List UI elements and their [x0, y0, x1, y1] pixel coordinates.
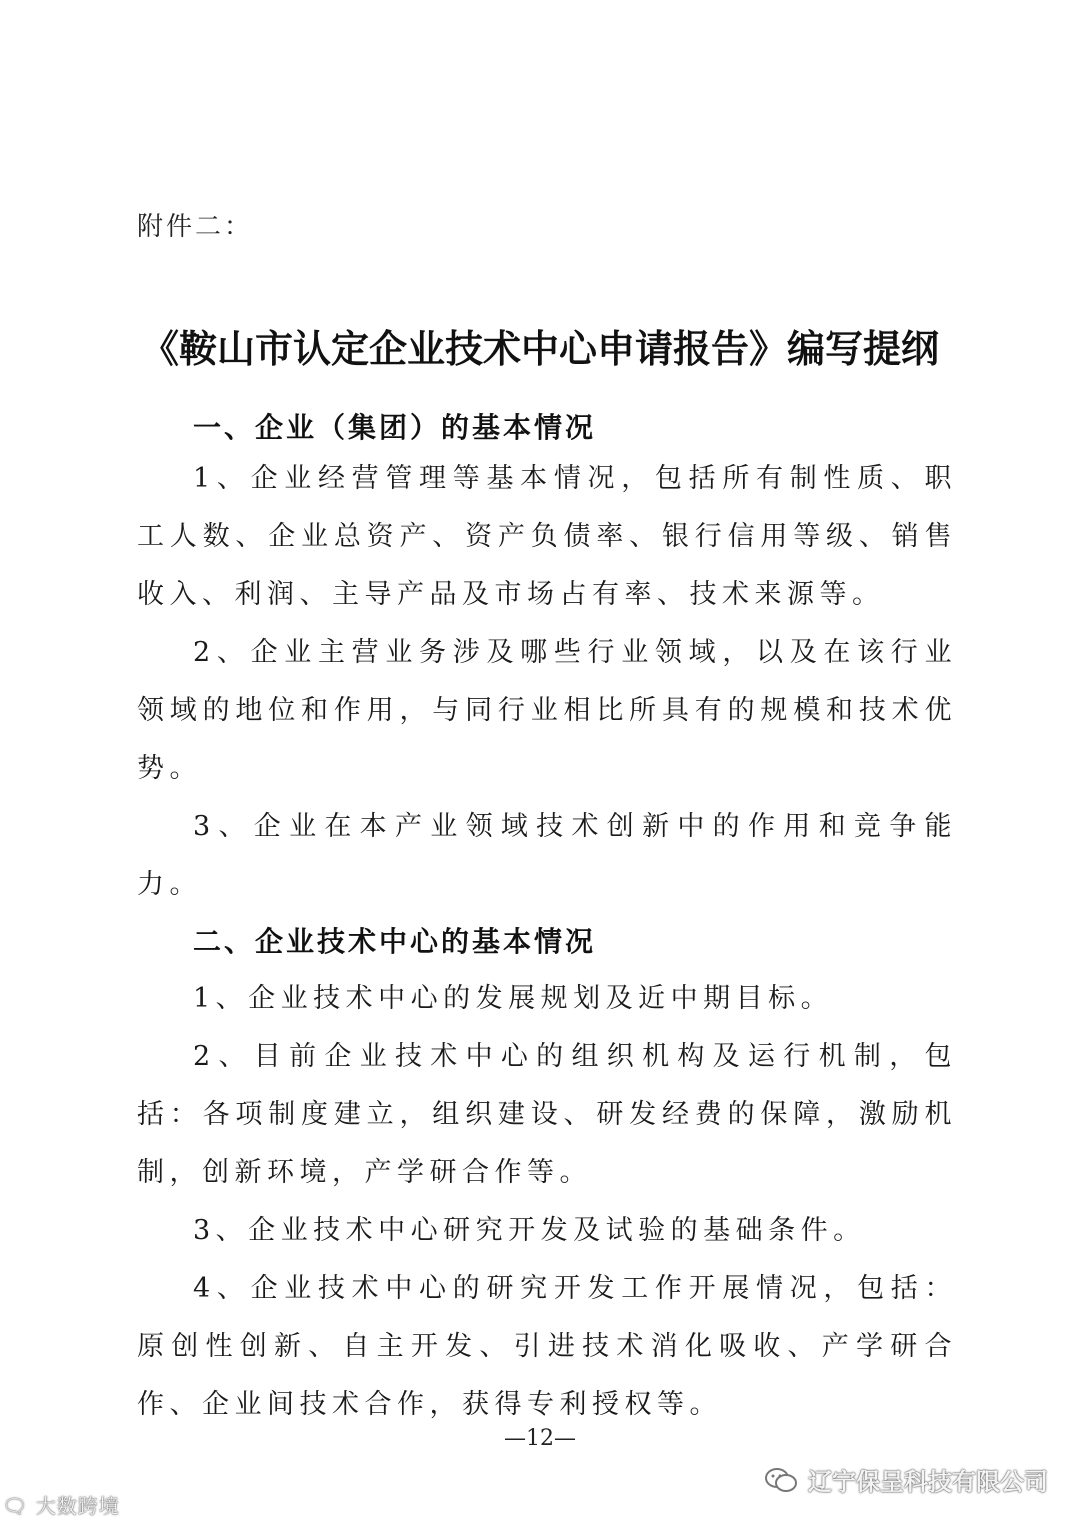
paragraph: 4、企业技术中心的研究开发工作开展情况，包括：原创性创新、自主开发、引进技术消化吸收、产学研合作、企业间技术合作，获得专利授权等。	[137, 1273, 957, 1420]
watermark-left	[2, 1490, 120, 1519]
paragraph: 1、企业技术中心的发展规划及近中期目标。	[193, 983, 834, 1014]
page-number: —12—	[504, 1426, 576, 1451]
watermark-logo-icon: 🗨	[2, 1494, 29, 1518]
section-heading: 一、企业（集团）的基本情况	[193, 411, 597, 444]
section-tech-center	[137, 914, 957, 1434]
paragraph: 2、目前企业技术中心的组织机构及运行机制，包括：各项制度建立，组织建设、研发经费的保障，激励机制，创新环境，产学研合作等。	[137, 1041, 957, 1188]
document-title: 《鞍山市认定企业技术中心申请报告》编写提纲	[140, 327, 939, 371]
attachment-label: 附件二：	[137, 212, 254, 242]
section-basic-info	[137, 400, 957, 914]
watermark-left-text: 大数跨境	[35, 1494, 120, 1518]
paragraph: 2、企业主营业务涉及哪些行业领域，以及在该行业领域的地位和作用，与同行业相比所具有的规模和技术优势。	[137, 637, 957, 784]
wechat-icon	[764, 1466, 798, 1494]
paragraph: 3、企业技术中心研究开发及试验的基础条件。	[193, 1215, 866, 1246]
watermark-right	[764, 1462, 1048, 1497]
paragraph: 1、企业经营管理等基本情况，包括所有制性质、职工人数、企业总资产、资产负债率、银行信用等级、销售收入、利润、主导产品及市场占有率、技术来源等。	[137, 463, 957, 610]
watermark-right-text: 辽宁保呈科技有限公司	[808, 1468, 1048, 1496]
section-heading: 二、企业技术中心的基本情况	[193, 925, 597, 958]
paragraph: 3、企业在本产业领域技术创新中的作用和竞争能力。	[137, 811, 957, 900]
document-body	[137, 400, 957, 1434]
